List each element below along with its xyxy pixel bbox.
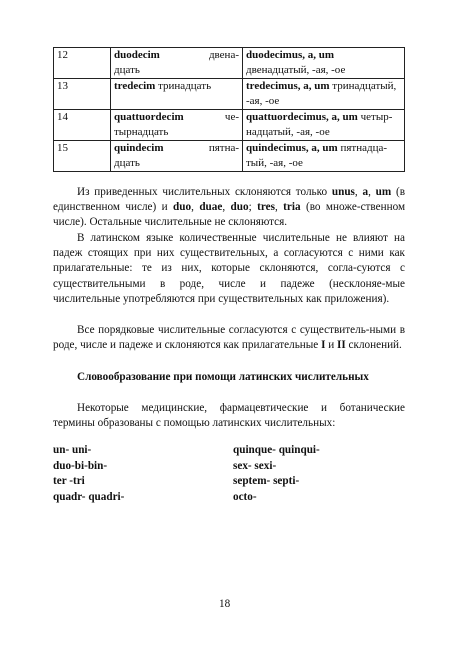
cardinal-russian-part1: двена- — [208, 49, 239, 61]
ordinal-russian-part2: двенадцатый, -ая, -ое — [246, 64, 346, 76]
bold-term: unus — [331, 186, 355, 198]
cardinal-russian-part1: пятна- — [208, 142, 239, 154]
text-run: (во множе-ственном числе). Остальные числительные не склоняются. — [53, 201, 406, 229]
cardinal-russian-part2: дцать — [114, 157, 140, 169]
text-run: склонений. — [345, 339, 402, 352]
ordinal-cell — [243, 141, 405, 172]
ordinal-russian-part2: тый, -ая, -ое — [246, 157, 303, 169]
text-run: , — [222, 201, 231, 214]
cardinal-cell — [111, 141, 243, 172]
row-number: 13 — [54, 79, 111, 110]
list-item: octo- — [233, 490, 257, 503]
table-row — [54, 110, 405, 141]
bold-term: a — [362, 186, 369, 198]
cardinal-cell — [111, 110, 243, 141]
table-row — [54, 141, 405, 172]
list-item: sex- sexi- — [233, 459, 277, 472]
ordinal-cell — [243, 79, 405, 110]
cardinal-latin: quindecim — [114, 142, 164, 154]
ordinal-latin: duodecimus, a, um — [246, 49, 335, 61]
cardinal-russian-part2: дцать — [114, 64, 140, 76]
ordinal-russian-part1: четыр- — [360, 111, 393, 123]
text-run: , — [368, 186, 376, 198]
bold-term: tres — [257, 201, 275, 214]
cardinal-latin: duodecim — [114, 49, 160, 61]
list-item: quinque- quinqui- — [233, 444, 320, 456]
list-item: ter -tri — [53, 475, 85, 487]
section-heading: Словообразование при помощи латинских числительных — [77, 371, 369, 383]
ordinal-latin: quindecimus, a, um — [246, 142, 338, 154]
table-row — [54, 48, 405, 79]
paragraph-ordinal-agreement — [53, 323, 405, 353]
cardinal-russian-part2: тырнадцать — [114, 126, 169, 138]
ordinal-russian-part1: пятнадца- — [340, 142, 388, 154]
row-number: 14 — [54, 110, 111, 141]
list-item: quadr- quadri- — [53, 490, 125, 503]
ordinal-russian-part2: -ая, -ое — [246, 95, 280, 107]
text-run: ; — [248, 201, 258, 214]
ordinal-latin: quattuordecimus, a, um — [246, 111, 358, 123]
bold-term: duo — [230, 201, 249, 214]
ordinal-cell — [243, 110, 405, 141]
ordinal-russian-part1: тринадцатый, — [332, 80, 397, 92]
bold-term: II — [337, 339, 346, 352]
text-run: Все порядковые числительные согласуются с существитель-ными в роде, числе и падеже и склоняются как прилагательные — [53, 324, 405, 352]
cardinal-cell — [111, 79, 243, 110]
row-number: 12 — [54, 48, 111, 79]
bold-term: I — [321, 339, 326, 352]
prefix-list-left — [53, 443, 124, 505]
list-item: septem- septi- — [233, 475, 300, 487]
cardinal-russian-part1: че- — [224, 111, 239, 123]
bold-term: tria — [283, 201, 301, 214]
paragraph-terms-intro: Некоторые медицинские, фармацевтические и ботанические термины образованы с помощью латинских числительных: — [53, 402, 405, 430]
cardinal-russian-part1: тринадцать — [158, 80, 212, 92]
text-run: и — [325, 339, 338, 352]
ordinal-cell — [243, 48, 405, 79]
prefix-list-right — [233, 443, 320, 505]
text-run: , — [274, 201, 284, 214]
text-run: Из приведенных числительных склоняются только — [77, 186, 332, 198]
list-item: duo-bi-bin- — [53, 459, 108, 472]
page-number: 18 — [219, 598, 231, 610]
cardinal-latin: quattuordecim — [114, 111, 184, 123]
cardinal-cell — [111, 48, 243, 79]
bold-term: duo — [173, 201, 192, 214]
numerals-table — [53, 47, 405, 172]
table-row — [54, 79, 405, 110]
text-run: , — [191, 201, 200, 214]
ordinal-russian-part2: надцатый, -ая, -ое — [246, 126, 330, 138]
text-run: (в единственном числе) и — [53, 186, 406, 214]
bold-term: duae — [199, 201, 223, 214]
paragraph-cardinal-agreement: В латинском языке количественные числительные не влияют на падеж стоящих при них существительных, а согласуются с ними как прилагательные: те из них, которые склоняются, согла-суются с существительными в роде, числе и падеже (несклоняе-мые числительные употребляются при существительных как приложения). — [53, 232, 405, 305]
paragraph-declension-note — [53, 185, 405, 231]
list-item: un- uni- — [53, 444, 92, 456]
bold-term: um — [375, 186, 392, 198]
cardinal-latin: tredecim — [114, 80, 156, 92]
row-number: 15 — [54, 141, 111, 172]
text-run: , — [354, 186, 363, 198]
ordinal-latin: tredecimus, a, um — [246, 80, 330, 92]
